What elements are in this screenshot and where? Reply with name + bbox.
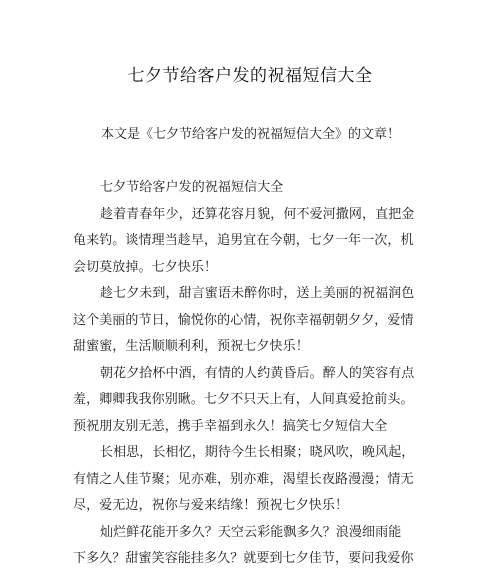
body-line: 羞，卿卿我我你别瞅。七夕不只天上有，人间真爱抢前头。 — [73, 392, 414, 407]
body-line: 尽，爱无边，祝你与爱来结缘！预祝七夕快乐！ — [73, 498, 349, 513]
body-line: 长相思，长相忆，期待今生长相聚；晓风吹，晚风起， — [100, 445, 415, 460]
body-line: 预祝朋友别无恙，携手幸福到永久！搞笑七夕短信大全 — [73, 418, 388, 434]
document-body — [73, 175, 415, 573]
body-line: 趁七夕未到，甜言蜜语未醉你时，送上美丽的祝福润色 — [100, 286, 415, 301]
intro-text: 本文是《七夕节给客户发的祝福短信大全》的文章！ — [101, 127, 401, 142]
body-line: 这个美丽的节日，愉悦你的心情，祝你幸福朝朝夕夕，爱情 — [73, 312, 414, 328]
body-line: 灿烂鲜花能开多久？天空云彩能飘多久？浪漫细雨能 — [100, 524, 402, 540]
document-title: 七夕节给客户发的祝福短信大全 — [127, 66, 373, 86]
section-heading: 七夕节给客户发的祝福短信大全 — [100, 180, 284, 195]
body-line: 下多久？甜蜜笑容能挂多久？就要到七夕佳节，要问我爱你 — [73, 551, 414, 566]
body-line: 有情之人佳节聚；见亦难，别亦难，渴望长夜路漫漫；情无 — [73, 471, 414, 487]
body-line: 龟来钓。谈情理当趁早，追男宜在今朝，七夕一年一次，机 — [73, 233, 414, 248]
body-line: 朝花夕拾杯中酒，有情的人约黄昏后。醉人的笑容有点 — [100, 365, 415, 381]
body-line: 甜蜜蜜，生活顺顺利利，预祝七夕快乐！ — [73, 339, 309, 354]
body-line: 会切莫放掉。七夕快乐！ — [73, 259, 218, 275]
body-line: 趁着青春年少，还算花容月貌，何不爱河撒网，直把金 — [100, 206, 415, 222]
